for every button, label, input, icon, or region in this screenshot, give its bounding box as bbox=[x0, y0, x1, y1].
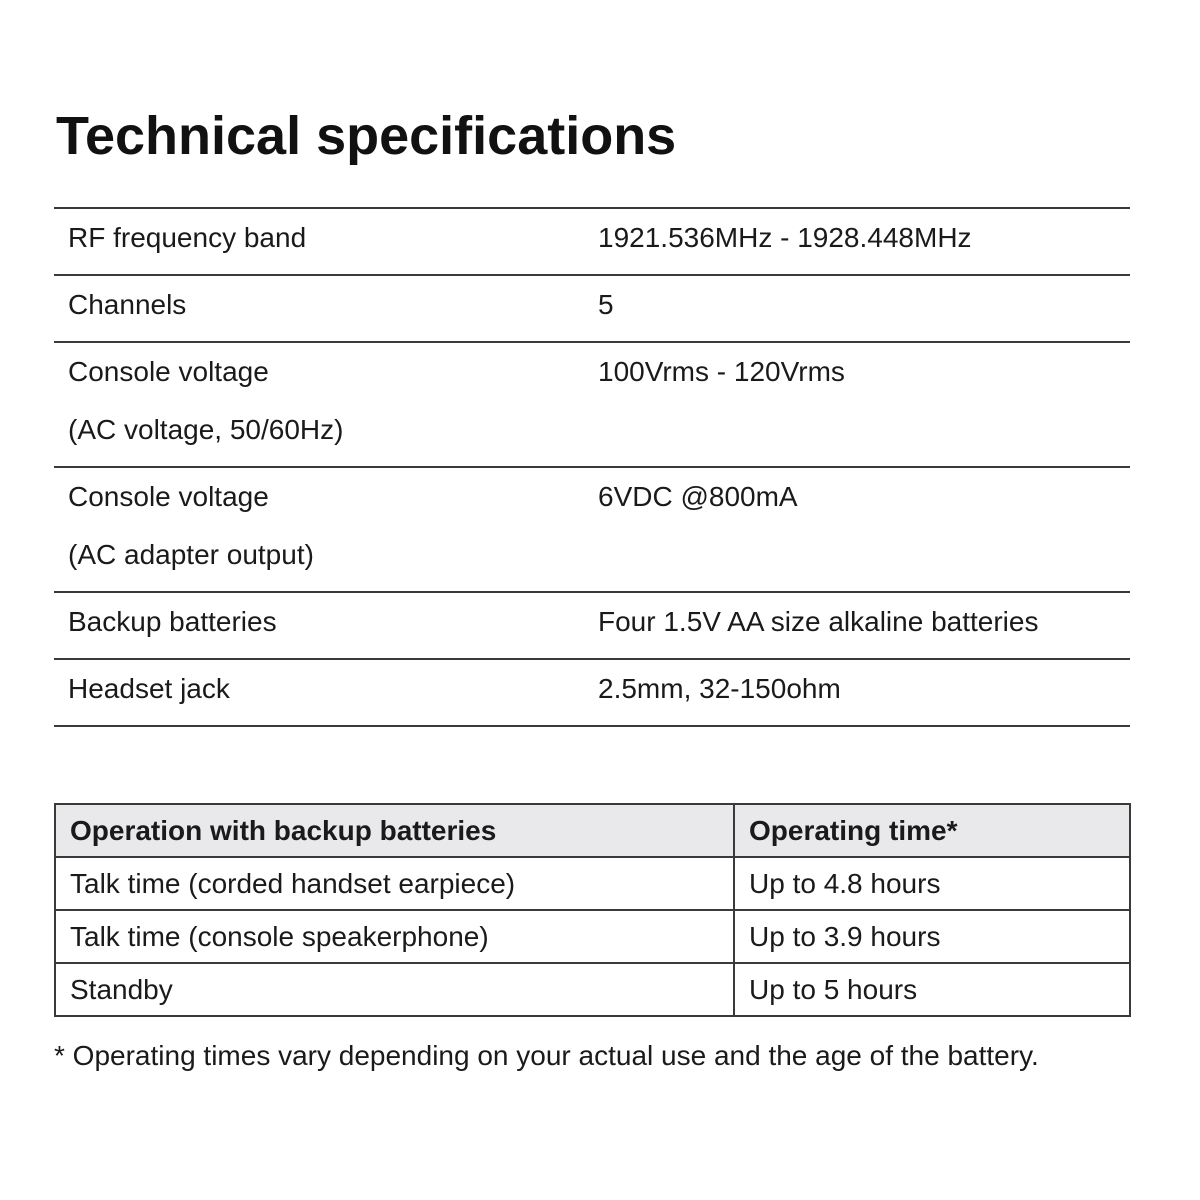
operation-cell: Standby bbox=[55, 963, 734, 1016]
spec-label-cell bbox=[54, 467, 584, 592]
spec-label: Backup batteries bbox=[54, 592, 584, 659]
page-title: Technical specifications bbox=[56, 106, 677, 166]
spec-label: Console voltage bbox=[68, 481, 269, 512]
spec-row-console-voltage-adapter bbox=[54, 467, 1130, 592]
spec-value: 2.5mm, 32-150ohm bbox=[584, 659, 1130, 726]
operating-time-cell: Up to 3.9 hours bbox=[734, 910, 1130, 963]
spec-label-qualifier: (AC adapter output) bbox=[68, 539, 314, 570]
spec-value: 6VDC @800mA bbox=[584, 467, 1130, 592]
table-row bbox=[55, 910, 1130, 963]
spec-value: Four 1.5V AA size alkaline batteries bbox=[584, 592, 1130, 659]
table-row bbox=[55, 963, 1130, 1016]
technical-specifications-table bbox=[54, 207, 1130, 727]
operating-time-cell: Up to 5 hours bbox=[734, 963, 1130, 1016]
spec-value: 5 bbox=[584, 275, 1130, 342]
spec-value: 100Vrms - 120Vrms bbox=[584, 342, 1130, 467]
spec-label: Channels bbox=[54, 275, 584, 342]
spec-label: Headset jack bbox=[54, 659, 584, 726]
battery-operating-time-table bbox=[54, 803, 1131, 1017]
spec-value: 1921.536MHz - 1928.448MHz bbox=[584, 208, 1130, 275]
column-header-operation: Operation with backup batteries bbox=[55, 804, 734, 857]
spec-row-channels bbox=[54, 275, 1130, 342]
operation-cell: Talk time (corded handset earpiece) bbox=[55, 857, 734, 910]
spec-label: RF frequency band bbox=[54, 208, 584, 275]
spec-row-rf-frequency-band bbox=[54, 208, 1130, 275]
spec-label: Console voltage bbox=[68, 356, 269, 387]
table-row bbox=[55, 857, 1130, 910]
operation-cell: Talk time (console speakerphone) bbox=[55, 910, 734, 963]
spec-label-qualifier: (AC voltage, 50/60Hz) bbox=[68, 414, 344, 445]
spec-row-backup-batteries bbox=[54, 592, 1130, 659]
operating-time-cell: Up to 4.8 hours bbox=[734, 857, 1130, 910]
spec-row-console-voltage-ac bbox=[54, 342, 1130, 467]
operating-time-footnote: * Operating times vary depending on your actual use and the age of the battery. bbox=[54, 1040, 1039, 1071]
column-header-operating-time: Operating time* bbox=[734, 804, 1130, 857]
battery-table-header-row bbox=[55, 804, 1130, 857]
spec-label-cell bbox=[54, 342, 584, 467]
spec-row-headset-jack bbox=[54, 659, 1130, 726]
